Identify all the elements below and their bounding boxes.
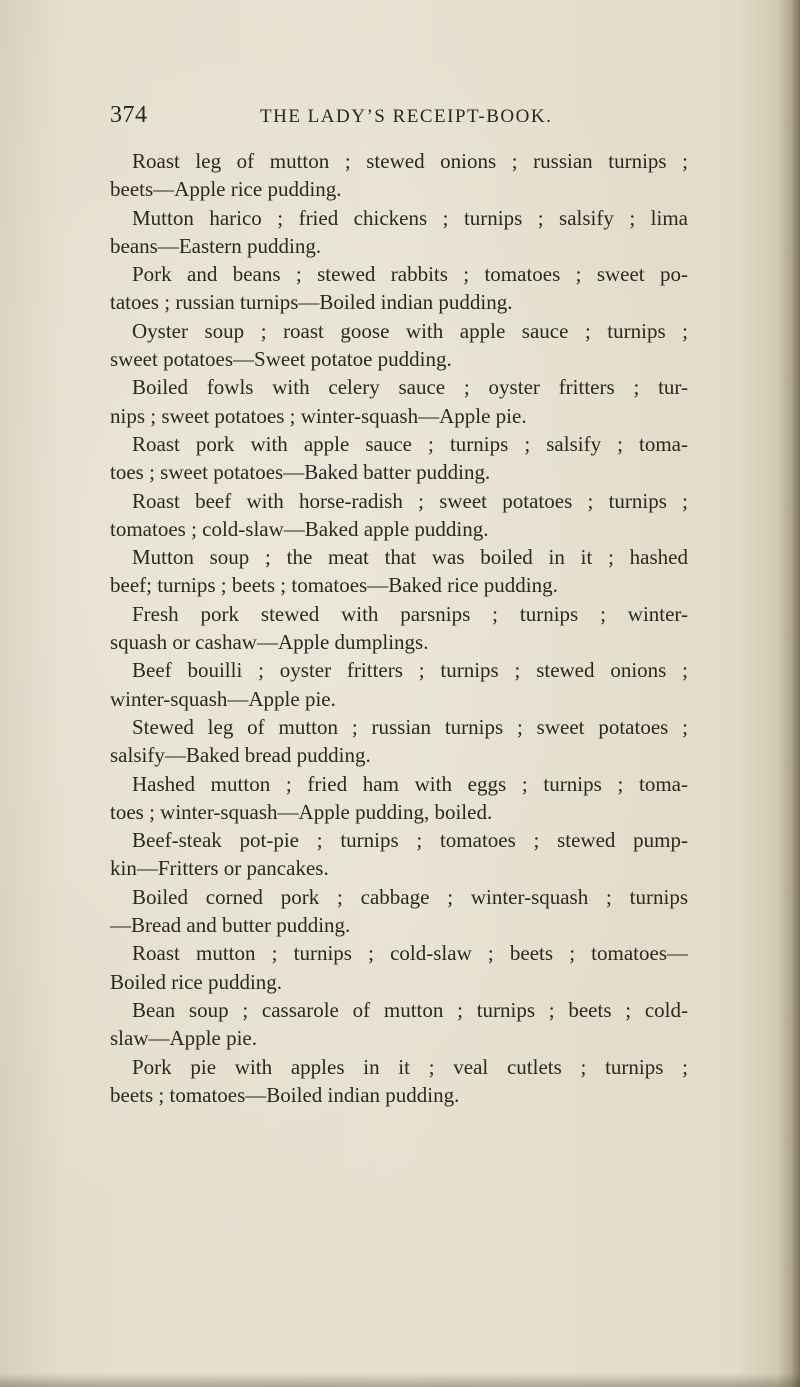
page-bottom-shadow [0, 1373, 800, 1387]
text-line: Roast leg of mutton ; stewed onions ; russian turnips ; [132, 149, 688, 173]
text-line: Beef bouilli ; oyster fritters ; turnips ; stewed onions ; [132, 658, 688, 683]
text-line: Roast beef with horse-radish ; sweet potatoes ; turnips ; [132, 488, 688, 513]
text-line: salsify—Baked bread pudding. [110, 743, 371, 768]
text-line: Boiled rice pudding. [110, 969, 283, 994]
text-line: Mutton soup ; the meat that was boiled in it ; hashed [132, 545, 688, 570]
text-line: beets ; tomatoes—Boiled indian pudding. [110, 1082, 460, 1107]
text-line: Mutton harico ; fried chickens ; turnips ; salsify ; lima [132, 205, 688, 230]
text-line: beef; turnips ; beets ; tomatoes—Baked rice pudding. [110, 573, 558, 598]
menu-text-body [110, 147, 688, 1109]
text-line: Pork pie with apples in it ; veal cutlets ; turnips ; [132, 1054, 688, 1079]
text-line: slaw—Apple pie. [110, 1026, 257, 1051]
text-line: Hashed mutton ; fried ham with eggs ; turnips ; toma- [132, 771, 688, 796]
text-line: toes ; sweet potatoes—Baked batter pudding. [110, 460, 491, 485]
text-line: tomatoes ; cold-slaw—Baked apple pudding. [110, 516, 489, 541]
text-line: beans—Eastern pudding. [110, 233, 322, 258]
text-line: Roast pork with apple sauce ; turnips ; salsify ; toma- [132, 431, 688, 456]
text-line: beets—Apple rice pudding. [110, 177, 342, 202]
text-line: Bean soup ; cassarole of mutton ; turnips ; beets ; cold- [132, 997, 688, 1022]
text-line: Beef-steak pot-pie ; turnips ; tomatoes ; stewed pump- [132, 828, 688, 853]
text-line: toes ; winter-squash—Apple pudding, boiled. [110, 799, 493, 824]
text-line: Fresh pork stewed with parsnips ; turnips ; winter- [132, 601, 688, 626]
text-line: Oyster soup ; roast goose with apple sauce ; turnips ; [132, 318, 688, 343]
text-line: nips ; sweet potatoes ; winter-squash—Apple pie. [110, 403, 527, 428]
page-edge-shadow [778, 0, 800, 1387]
text-line: sweet potatoes—Sweet potatoe pudding. [110, 347, 452, 372]
text-line: Roast mutton ; turnips ; cold-slaw ; beets ; tomatoes— [132, 941, 688, 966]
running-head: THE LADY’S RECEIPT-BOOK. [260, 106, 553, 127]
text-line: Pork and beans ; stewed rabbits ; tomatoes ; sweet po- [132, 262, 688, 287]
text-line: Boiled fowls with celery sauce ; oyster fritters ; tur- [132, 375, 688, 400]
page-number: 374 [110, 102, 148, 128]
text-line: —Bread and butter pudding. [110, 913, 351, 938]
text-line: squash or cashaw—Apple dumplings. [110, 630, 429, 655]
text-line: winter-squash—Apple pie. [110, 686, 336, 711]
text-line: Boiled corned pork ; cabbage ; winter-squash ; turnips [132, 884, 688, 909]
text-line: Stewed leg of mutton ; russian turnips ; sweet potatoes ; [132, 714, 688, 739]
text-line: kin—Fritters or pancakes. [110, 856, 329, 881]
text-line: tatoes ; russian turnips—Boiled indian pudding. [110, 290, 513, 315]
page-header [110, 102, 710, 142]
